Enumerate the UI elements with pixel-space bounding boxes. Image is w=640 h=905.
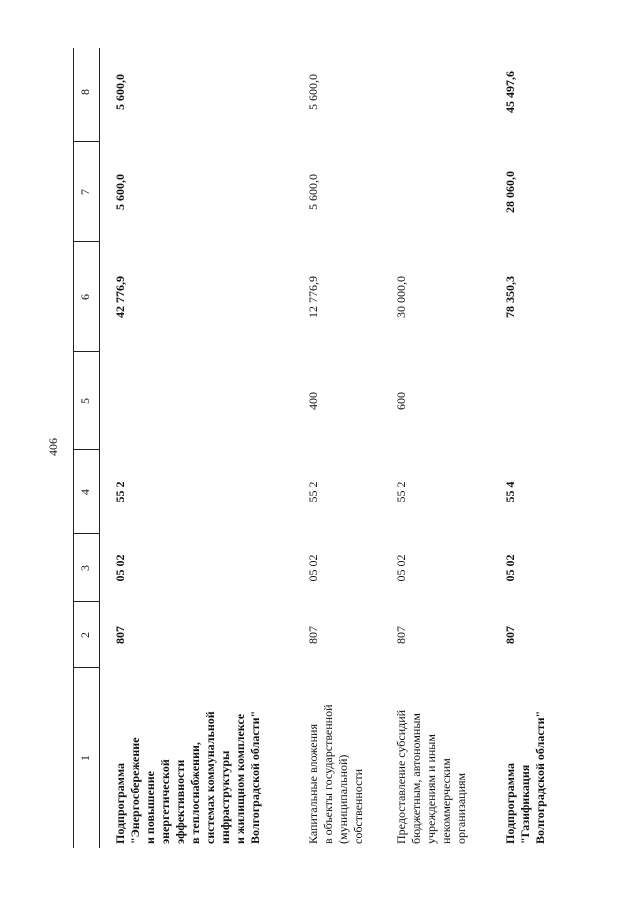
- row-2-c2: 807: [306, 626, 320, 644]
- row-4-name: [503, 666, 548, 844]
- row-2-c4: 55 2: [306, 481, 320, 503]
- name-line: инфраструктуры: [218, 750, 232, 844]
- col-header-2: 2: [78, 632, 92, 638]
- name-line: бюджетным, автономным: [409, 713, 423, 844]
- name-line: организациям: [454, 772, 468, 844]
- col-header-7: 7: [78, 189, 92, 195]
- name-line: собственности: [351, 768, 365, 844]
- name-line: в теплоснабжении,: [188, 742, 202, 844]
- col-header-6: 6: [78, 294, 92, 300]
- name-line: Предоставление субсидий: [394, 709, 408, 844]
- name-line: Волгоградской области": [533, 710, 547, 844]
- header-bottom-rule: [99, 48, 100, 848]
- row-1-c6: 42 776,9: [113, 276, 127, 318]
- row-4-c2: 807: [503, 626, 517, 644]
- row-1-c4: 55 2: [113, 481, 127, 503]
- col-header-1: 1: [78, 755, 92, 761]
- row-1-name: [113, 666, 263, 844]
- name-line: в объекты государственной: [321, 704, 335, 844]
- page-number: 406: [46, 438, 60, 456]
- header-divider: [73, 601, 99, 602]
- name-line: некоммерческим: [439, 758, 453, 844]
- name-line: системах коммунальной: [203, 711, 217, 844]
- name-line: (муниципальной): [336, 754, 350, 844]
- name-line: Подпрограмма: [503, 762, 517, 844]
- budget-table: [73, 38, 593, 848]
- header-divider: [73, 241, 99, 242]
- row-2-c8: 5 600,0: [306, 74, 320, 110]
- header-divider: [73, 533, 99, 534]
- name-line: Капитальные вложения: [306, 724, 320, 844]
- row-3-c5: 600: [394, 392, 408, 410]
- row-3-c2: 807: [394, 626, 408, 644]
- row-4-c7: 28 060,0: [503, 171, 517, 213]
- col-header-3: 3: [78, 565, 92, 571]
- row-2-c3: 05 02: [306, 554, 320, 582]
- row-2-c6: 12 776,9: [306, 276, 320, 318]
- row-4-c8: 45 497,6: [503, 71, 517, 113]
- header-divider: [73, 667, 99, 668]
- name-line: энергетической: [158, 759, 172, 844]
- row-3-c3: 05 02: [394, 554, 408, 582]
- name-line: учреждениям и иным: [424, 734, 438, 844]
- header-top-rule: [73, 48, 74, 848]
- name-line: Подпрограмма: [113, 762, 127, 844]
- header-divider: [73, 141, 99, 142]
- col-header-5: 5: [78, 398, 92, 404]
- row-2-c7: 5 600,0: [306, 174, 320, 210]
- row-1-c7: 5 600,0: [113, 174, 127, 210]
- name-line: эффективности: [173, 759, 187, 844]
- row-3-c6: 30 000,0: [394, 276, 408, 318]
- header-divider: [73, 449, 99, 450]
- row-2-name: [306, 666, 366, 844]
- name-line: Волгоградской области": [248, 710, 262, 844]
- name-line: и жилищном комплексе: [233, 713, 247, 844]
- row-3-name: [394, 666, 469, 844]
- col-header-8: 8: [78, 89, 92, 95]
- col-header-4: 4: [78, 489, 92, 495]
- row-3-c4: 55 2: [394, 481, 408, 503]
- row-4-c3: 05 02: [503, 554, 517, 582]
- name-line: "Энергосбережение: [128, 737, 142, 844]
- row-1-c3: 05 02: [113, 554, 127, 582]
- name-line: и повышение: [143, 771, 157, 844]
- row-1-c8: 5 600,0: [113, 74, 127, 110]
- name-line: "Газификация: [518, 764, 532, 844]
- row-1-c2: 807: [113, 626, 127, 644]
- header-divider: [73, 351, 99, 352]
- row-4-c6: 78 350,3: [503, 276, 517, 318]
- row-2-c5: 400: [306, 392, 320, 410]
- row-4-c4: 55 4: [503, 481, 517, 503]
